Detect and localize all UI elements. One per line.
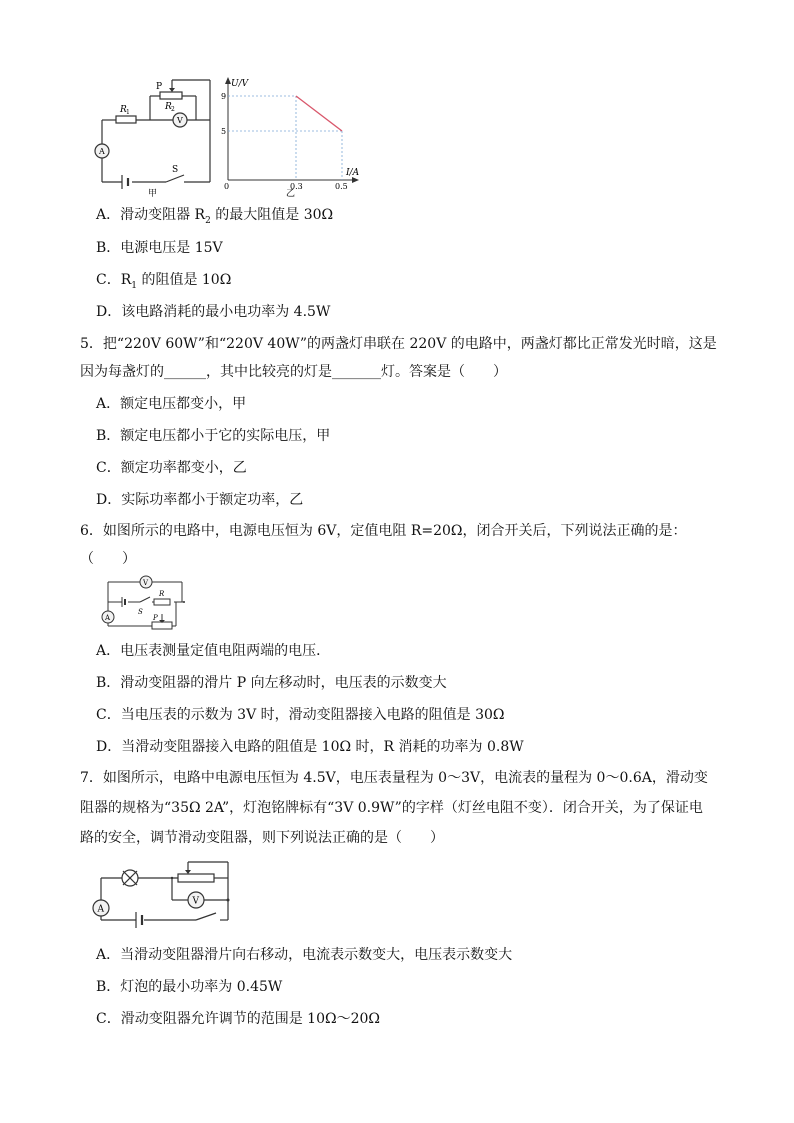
x-axis-label: I/A	[346, 168, 360, 178]
x-tick-0: 0	[224, 182, 230, 191]
q6-stem-line1: 6．如图所示的电路中，电源电压恒为 6V，定值电阻 R=20Ω，闭合开关后，下列说法正确的是：	[80, 523, 687, 539]
label-r2: R	[165, 102, 172, 112]
y-tick-5: 5	[221, 127, 227, 136]
u-i-curve	[296, 96, 342, 131]
q7-option-c: C．滑动变阻器允许调节的范围是 10Ω～20Ω	[96, 1011, 381, 1027]
q4-option-b: B．电源电压是 15V	[96, 240, 223, 256]
circuit-diagram-q6	[96, 576, 196, 634]
q5-stem-line2: 因为每盏灯的______，其中比较亮的灯是_______灯。答案是（ ）	[80, 364, 507, 380]
u-i-graph	[222, 76, 362, 198]
label-r2-sub: 2	[171, 106, 175, 113]
label-p: P	[156, 82, 163, 92]
q4-option-d: D．该电路消耗的最小电功率为 4.5W	[96, 304, 331, 320]
q6-voltmeter-label: V	[143, 579, 149, 587]
q5-option-a: A．额定电压都变小，甲	[96, 396, 247, 412]
q5-option-b: B．额定电压都小于它的实际电压，甲	[96, 428, 331, 444]
x-tick-0-5: 0.5	[335, 182, 348, 191]
q5-option-d: D．实际功率都小于额定功率，乙	[96, 492, 304, 508]
q7-stem-line1: 7．如图所示，电路中电源电压恒为 4.5V，电压表量程为 0～3V，电流表的量程为 0～0.6A，滑动变	[80, 770, 708, 786]
q6-option-d: D．当滑动变阻器接入电路的阻值是 10Ω 时，R 消耗的功率为 0.8W	[96, 739, 524, 755]
q4-option-c: C．$R_1$ 的阻值是 10Ω	[96, 272, 232, 291]
q6-resistor-label: R	[159, 590, 165, 598]
q6-option-c: C．当电压表的示数为 3V 时，滑动变阻器接入电路的阻值是 30Ω	[96, 707, 505, 723]
q7-stem-line3: 路的安全，调节滑动变阻器，则下列说法正确的是（ ）	[80, 830, 444, 846]
q6-switch-label: S	[138, 608, 143, 616]
q7-ammeter-label: A	[97, 904, 104, 915]
q4-option-a: A．滑动变阻器 $R_2$ 的最大阻值是 30Ω	[96, 207, 334, 226]
label-switch: S	[172, 165, 179, 175]
q6-slider-label: P	[153, 614, 158, 622]
q5-option-c: C．额定功率都变小，乙	[96, 460, 247, 476]
q7-stem-line2: 阻器的规格为“35Ω 2A”，灯泡铭牌标有“3V 0.9W”的字样（灯丝电阻不变）．闭合开关，为了保证电	[80, 800, 703, 816]
q6-option-b: B．滑动变阻器的滑片 P 向左移动时，电压表的示数变大	[96, 675, 447, 691]
label-r1: R	[120, 105, 127, 115]
label-r1-sub: 1	[126, 109, 130, 116]
y-axis-label: U/V	[231, 79, 249, 89]
x-tick-0-3: 0.3	[290, 182, 303, 191]
q6-option-a: A．电压表测量定值电阻两端的电压．	[96, 643, 331, 659]
q6-stem-line2: （ ）	[80, 551, 136, 567]
voltmeter-label: V	[177, 116, 183, 125]
y-tick-9: 9	[221, 92, 227, 101]
ammeter-label: A	[99, 147, 105, 156]
caption-jia: 甲	[148, 189, 158, 199]
circuit-diagram-q7	[90, 858, 240, 938]
q5-stem-line1: 5．把“220V 60W”和“220V 40W”的两盏灯串联在 220V 的电路中，两盏灯都比正常发光时暗，这是	[80, 336, 717, 352]
q6-ammeter-label: A	[105, 614, 111, 622]
q7-option-b: B．灯泡的最小功率为 0.45W	[96, 979, 283, 995]
q7-option-a: A．当滑动变阻器滑片向右移动，电流表示数变大，电压表示数变大	[96, 947, 513, 963]
caption-yi: 乙	[286, 189, 296, 199]
circuit-diagram-top	[92, 76, 222, 198]
q7-voltmeter-label: V	[192, 896, 199, 907]
